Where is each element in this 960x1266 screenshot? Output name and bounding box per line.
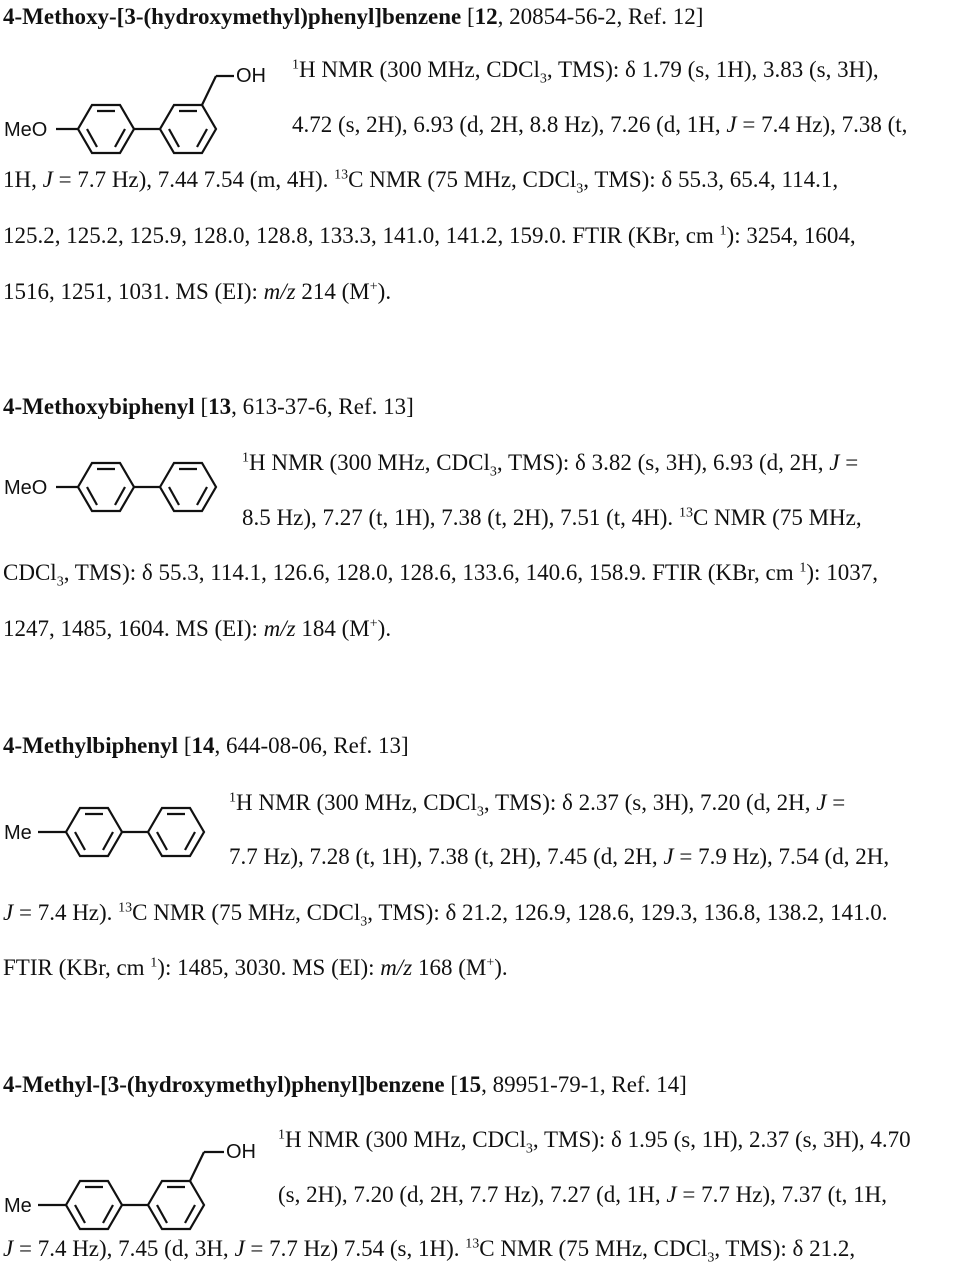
compound-reference: , 613-37-6, Ref. 13] [231,394,414,419]
structure-diagram [4,58,284,158]
molecule-12-svg [4,58,284,158]
methyl-label: Me [4,1195,32,1217]
line-content: J = 7.4 Hz), 7.45 (d, 3H, J = 7.7 Hz) 7.54 (s, 1H). $^{13}$C NMR (75 MHz, CDCl$_3$, TMS): δ 21.2, [3,1236,856,1266]
compound-name: 4-Methyl-[3-(hydroxymethyl)phenyl]benzene [3,1072,445,1097]
text-line [3,223,856,249]
text-line [3,1236,856,1266]
line-content: 4.72 (s, 2H), 6.93 (d, 2H, 8.8 Hz), 7.26 (d, 1H, J = 7.4 Hz), 7.38 (t, [292,112,908,137]
bracket-open: [ [178,733,192,758]
compound-reference: , 20854-56-2, Ref. 12] [497,4,704,29]
text-line [229,790,846,820]
text-line [242,505,862,531]
line-content: $^1$H NMR (300 MHz, CDCl$_3$, TMS): δ 3.82 (s, 3H), 6.93 (d, 2H, J = [242,450,859,480]
methoxy-label: MeO [4,477,48,499]
compound-reference: , 644-08-06, Ref. 13] [214,733,409,758]
line-content: 7.7 Hz), 7.28 (t, 1H), 7.38 (t, 2H), 7.45 (d, 2H, J = 7.9 Hz), 7.54 (d, 2H, [229,844,890,869]
compound-number: 15 [458,1072,482,1097]
line-content: $^1$H NMR (300 MHz, CDCl$_3$, TMS): δ 1.79 (s, 1H), 3.83 (s, 3H), [292,57,879,87]
methoxy-label: MeO [4,119,48,141]
compound-heading [3,1072,687,1098]
compound-heading [3,733,409,759]
compound-reference: , 89951-79-1, Ref. 14] [481,1072,687,1097]
line-content: (s, 2H), 7.20 (d, 2H, 7.7 Hz), 7.27 (d, 1H, J = 7.7 Hz), 7.37 (t, 1H, [278,1182,887,1207]
compound-name: 4-Methoxybiphenyl [3,394,195,419]
text-line [3,279,391,305]
bracket-open: [ [194,394,209,419]
compound-number: 12 [474,4,498,29]
bracket-open: [ [444,1072,459,1097]
line-content: 1516, 1251, 1031. MS (EI): m/z 214 (M+). [3,279,392,304]
compound-number: 14 [191,733,215,758]
structure-diagram [4,791,224,871]
bracket-open: [ [461,4,475,29]
text-line [229,844,889,870]
line-content: $^1$H NMR (300 MHz, CDCl$_3$, TMS): δ 2.37 (s, 3H), 7.20 (d, 2H, J = [229,790,846,820]
structure-diagram [4,446,234,526]
hydroxyl-label: OH [236,65,266,87]
compound-name: 4-Methylbiphenyl [3,733,179,758]
line-content: 1H, J = 7.7 Hz), 7.44 7.54 (m, 4H). $^{13}$C NMR (75 MHz, CDCl$_3$, TMS): δ 55.3, 65.4, 114.1, [3,167,839,197]
text-line [292,112,907,138]
line-content: J = 7.4 Hz). $^{13}$C NMR (75 MHz, CDCl$_3$, TMS): δ 21.2, 126.9, 128.6, 129.3, 136.8, 138.2, 141.0. [3,900,888,930]
molecule-15-svg [4,1130,274,1240]
line-content: 1247, 1485, 1604. MS (EI): m/z 184 (M+). [3,616,392,641]
text-line [292,57,879,87]
compound-heading [3,394,414,420]
molecule-14-svg [4,791,224,871]
line-content: CDCl$_3$, TMS): δ 55.3, 114.1, 126.6, 128.0, 128.6, 133.6, 140.6, 158.9. FTIR (KBr, cm $^1$): 1037, [3,560,878,590]
line-content: FTIR (KBr, cm $^1$): 1485, 3030. MS (EI): m/z 168 (M+). [3,955,508,980]
compound-name: 4-Methoxy-[3-(hydroxymethyl)phenyl]benzene [3,4,462,29]
hydroxyl-label: OH [226,1141,256,1163]
text-line [242,450,859,480]
structure-diagram [4,1130,274,1240]
text-line [3,560,878,590]
text-line [3,616,391,642]
text-line [3,900,888,930]
text-line [3,167,839,197]
text-line [3,955,508,981]
compound-heading [3,4,703,30]
compound-number: 13 [208,394,232,419]
text-line [278,1182,887,1208]
line-content: 125.2, 125.2, 125.9, 128.0, 128.8, 133.3, 141.0, 141.2, 159.0. FTIR (KBr, cm $^1$): 3254, 1604, [3,223,856,248]
text-line [278,1127,911,1157]
line-content: 8.5 Hz), 7.27 (t, 1H), 7.38 (t, 2H), 7.51 (t, 4H). $^{13}$C NMR (75 MHz, [242,505,862,530]
line-content: $^1$H NMR (300 MHz, CDCl$_3$, TMS): δ 1.95 (s, 1H), 2.37 (s, 3H), 4.70 [278,1127,911,1157]
molecule-13-svg [4,446,234,526]
methyl-label: Me [4,822,32,844]
